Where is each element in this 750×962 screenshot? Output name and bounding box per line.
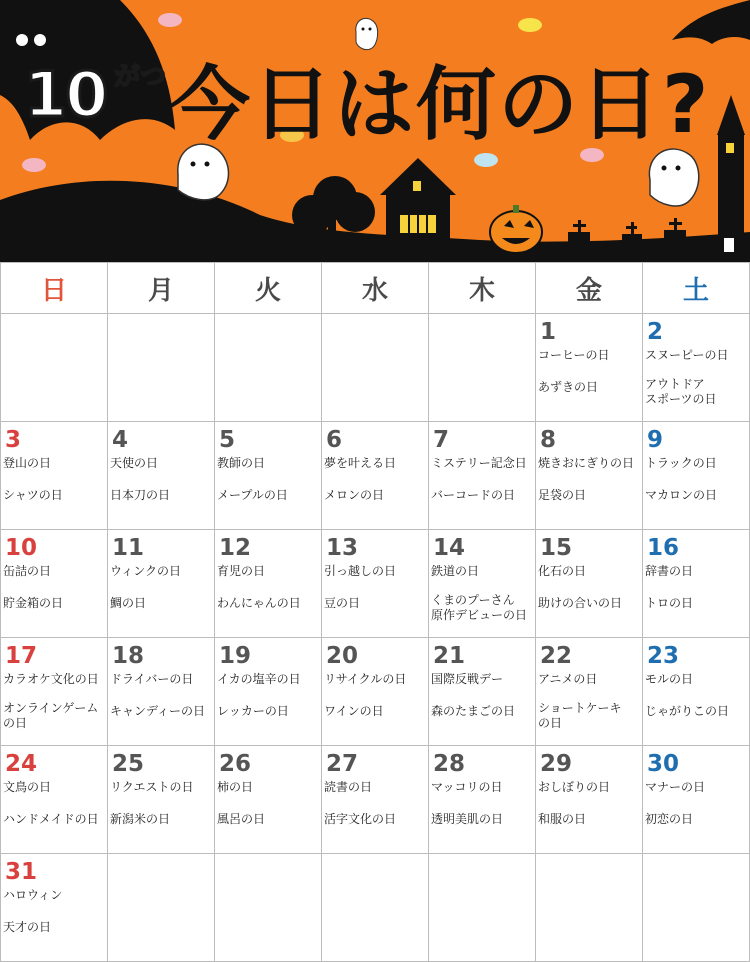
day-cell — [643, 314, 750, 422]
empty-day-cell — [429, 854, 536, 962]
day-number: 16 — [647, 535, 680, 561]
day-cell — [1, 854, 108, 962]
day-number: 9 — [647, 427, 664, 453]
event-label: 豆の日 — [324, 596, 361, 610]
day-number: 25 — [112, 751, 145, 777]
empty-day-cell — [108, 314, 215, 422]
event-label: 柿の日 — [217, 780, 254, 794]
day-cell — [643, 530, 750, 638]
calendar-week-row — [1, 422, 750, 530]
event-label: カラオケ文化の日 — [3, 672, 99, 686]
event-label: ミステリー記念日 — [431, 456, 527, 470]
event-label: 文鳥の日 — [3, 780, 52, 794]
day-number: 31 — [5, 859, 38, 885]
empty-day-cell — [322, 854, 429, 962]
event-label: モルの日 — [645, 672, 694, 686]
day-cell — [322, 746, 429, 854]
event-label: ドライバーの日 — [110, 672, 194, 686]
event-label: くまのプーさん 原作デビューの日 — [431, 593, 528, 622]
day-cell — [108, 638, 215, 746]
event-label: 国際反戦デー — [431, 672, 504, 686]
event-label: 天才の日 — [3, 920, 52, 934]
weekday-fri: 金 — [536, 263, 643, 314]
event-label: 初恋の日 — [645, 812, 694, 826]
event-label: レッカーの日 — [217, 704, 289, 718]
event-label: 活字文化の日 — [324, 812, 397, 826]
calendar-week-row — [1, 746, 750, 854]
event-label: 夢を叶える日 — [324, 456, 397, 470]
event-label: メロンの日 — [324, 488, 385, 502]
event-label: 風呂の日 — [217, 812, 266, 826]
event-label: 登山の日 — [3, 456, 52, 470]
day-number: 4 — [112, 427, 129, 453]
event-label: ウィンクの日 — [110, 564, 182, 578]
day-number: 7 — [433, 427, 450, 453]
ghost-icon — [649, 149, 698, 206]
event-label: マカロンの日 — [645, 488, 718, 502]
event-label: おしぼりの日 — [538, 780, 611, 794]
halloween-banner — [0, 0, 750, 262]
house-icon — [380, 158, 456, 245]
day-cell — [1, 638, 108, 746]
event-label: 引っ越しの日 — [324, 564, 397, 578]
calendar-body — [1, 314, 750, 962]
event-label: 新潟米の日 — [110, 812, 171, 826]
day-number: 30 — [647, 751, 680, 777]
event-label: 日本刀の日 — [110, 488, 171, 502]
event-label: 天使の日 — [110, 456, 159, 470]
weekday-mon: 月 — [108, 263, 215, 314]
event-label: 化石の日 — [538, 564, 587, 578]
event-label: ワインの日 — [324, 704, 384, 718]
day-cell — [108, 530, 215, 638]
event-label: バーコードの日 — [431, 488, 516, 502]
day-cell — [322, 422, 429, 530]
event-label: ハンドメイドの日 — [3, 812, 99, 826]
event-label: 助けの合いの日 — [538, 596, 623, 610]
calendar-week-row — [1, 314, 750, 422]
month-suffix: がつ — [114, 62, 167, 92]
event-label: 缶詰の日 — [3, 564, 52, 578]
day-cell — [643, 422, 750, 530]
day-cell — [536, 638, 643, 746]
empty-day-cell — [536, 854, 643, 962]
day-cell — [322, 638, 429, 746]
calendar-week-row — [1, 638, 750, 746]
day-cell — [1, 530, 108, 638]
day-number: 14 — [433, 535, 466, 561]
event-label: あずきの日 — [538, 380, 599, 394]
event-label: 透明美肌の日 — [431, 812, 504, 826]
weekday-sat: 土 — [643, 263, 750, 314]
day-number: 15 — [540, 535, 573, 561]
day-cell — [643, 638, 750, 746]
day-cell — [536, 530, 643, 638]
day-number: 8 — [540, 427, 557, 453]
event-label: イカの塩辛の日 — [217, 672, 301, 686]
pumpkin-icon — [490, 205, 542, 253]
day-number: 3 — [5, 427, 22, 453]
event-label: 貯金箱の日 — [3, 596, 64, 610]
weekday-wed: 水 — [322, 263, 429, 314]
event-label: トラックの日 — [645, 456, 717, 470]
event-label: マッコリの日 — [431, 780, 503, 794]
event-label: 辞書の日 — [645, 564, 694, 578]
event-label: オンラインゲーム の日 — [3, 701, 99, 730]
event-label: スヌーピーの日 — [645, 348, 729, 362]
event-label: じゃがりこの日 — [645, 704, 730, 718]
day-cell — [1, 422, 108, 530]
day-cell — [429, 422, 536, 530]
day-number: 2 — [647, 319, 664, 345]
event-label: 森のたまごの日 — [431, 704, 516, 718]
event-label: 焼きおにぎりの日 — [538, 456, 635, 470]
day-number: 26 — [219, 751, 252, 777]
calendar — [0, 262, 750, 962]
day-number: 22 — [540, 643, 573, 669]
day-number: 18 — [112, 643, 145, 669]
day-cell — [429, 746, 536, 854]
banner-title — [22, 36, 742, 151]
day-number: 28 — [433, 751, 466, 777]
event-label: 和服の日 — [538, 812, 587, 826]
day-number: 1 — [540, 319, 557, 345]
day-number: 17 — [5, 643, 38, 669]
day-number: 13 — [326, 535, 359, 561]
empty-day-cell — [1, 314, 108, 422]
day-number: 24 — [5, 751, 38, 777]
day-cell — [215, 638, 322, 746]
day-cell — [429, 638, 536, 746]
day-number: 12 — [219, 535, 252, 561]
day-number: 21 — [433, 643, 466, 669]
weekday-tue: 火 — [215, 263, 322, 314]
weekday-sun: 日 — [1, 263, 108, 314]
event-label: ハロウィン — [3, 888, 63, 902]
day-cell — [643, 746, 750, 854]
calendar-week-row — [1, 854, 750, 962]
day-number: 23 — [647, 643, 680, 669]
event-label: わんにゃんの日 — [217, 596, 301, 610]
month-number: 10 — [24, 58, 107, 131]
calendar-week-row — [1, 530, 750, 638]
day-number: 29 — [540, 751, 573, 777]
gravestone-icon — [568, 218, 686, 254]
day-number: 20 — [326, 643, 359, 669]
event-label: ショートケーキ の日 — [538, 701, 622, 730]
event-label: 鯛の日 — [110, 596, 147, 610]
empty-day-cell — [643, 854, 750, 962]
day-number: 6 — [326, 427, 343, 453]
empty-day-cell — [215, 314, 322, 422]
event-label: メープルの日 — [217, 488, 288, 502]
weekday-thu: 木 — [429, 263, 536, 314]
day-cell — [322, 530, 429, 638]
event-label: アウトドア スポーツの日 — [645, 377, 717, 406]
calendar-grid — [0, 262, 750, 962]
event-label: 鉄道の日 — [431, 564, 480, 578]
day-cell — [429, 530, 536, 638]
day-number: 19 — [219, 643, 252, 669]
day-number: 27 — [326, 751, 359, 777]
page-title: 今日は何の日? — [170, 58, 711, 151]
event-label: シャツの日 — [3, 488, 63, 502]
event-label: コーヒーの日 — [538, 348, 610, 362]
event-label: 教師の日 — [217, 456, 266, 470]
event-label: マナーの日 — [645, 780, 706, 794]
empty-day-cell — [322, 314, 429, 422]
day-cell — [108, 746, 215, 854]
event-label: 読書の日 — [324, 780, 373, 794]
event-label: リクエストの日 — [110, 780, 194, 794]
day-cell — [108, 422, 215, 530]
day-cell — [536, 746, 643, 854]
event-label: トロの日 — [645, 596, 694, 610]
empty-day-cell — [429, 314, 536, 422]
event-label: キャンディーの日 — [110, 704, 206, 718]
event-label: アニメの日 — [538, 672, 598, 686]
empty-day-cell — [215, 854, 322, 962]
day-cell — [215, 422, 322, 530]
day-cell — [1, 746, 108, 854]
day-cell — [536, 422, 643, 530]
event-label: 育児の日 — [217, 564, 266, 578]
event-label: 足袋の日 — [538, 488, 587, 502]
empty-day-cell — [108, 854, 215, 962]
day-cell — [215, 746, 322, 854]
day-number: 10 — [5, 535, 38, 561]
day-cell — [536, 314, 643, 422]
day-number: 5 — [219, 427, 236, 453]
event-label: リサイクルの日 — [324, 672, 407, 686]
day-cell — [215, 530, 322, 638]
day-number: 11 — [112, 535, 145, 561]
weekday-header-row — [1, 263, 750, 314]
